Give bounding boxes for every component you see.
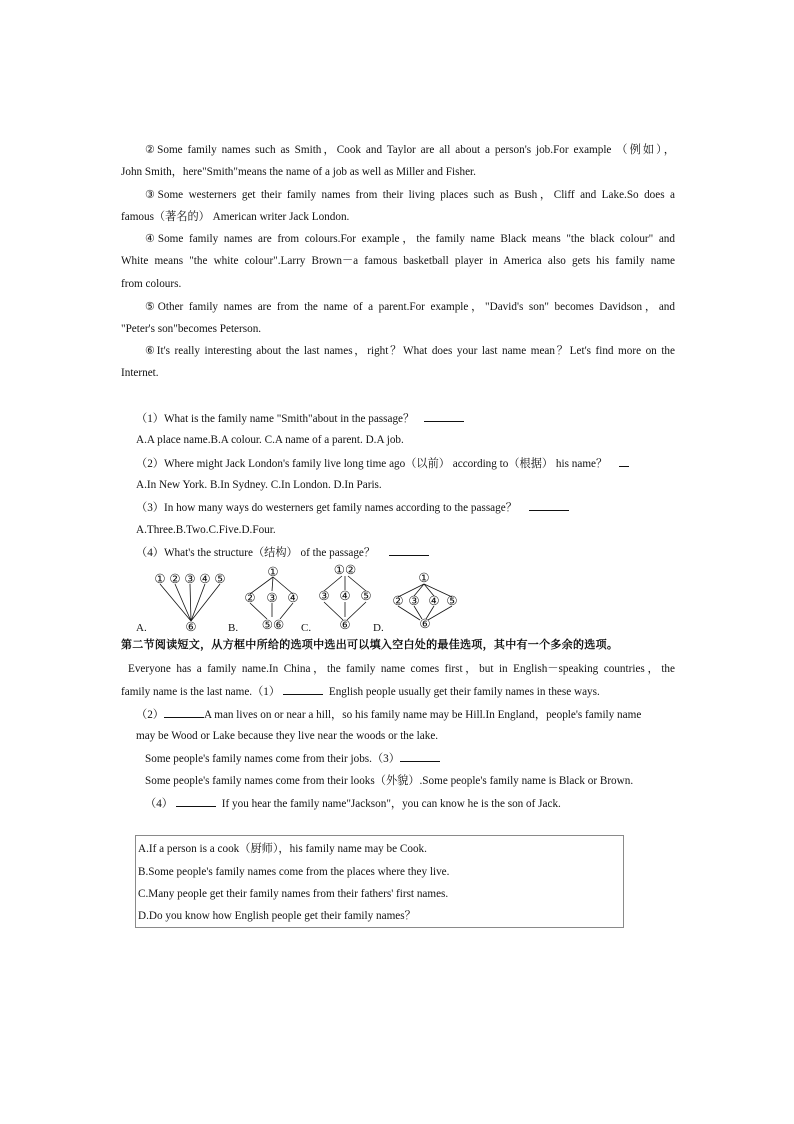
node-b-bottom: ⑤⑥ [261, 618, 285, 632]
section-2-paragraph: may be Wood or Lake because they live near the woods or the lake. [136, 730, 439, 742]
passage-line: ⑤Other family names are from the name of a parent.For example，"David's son" becomes Davidson，and [145, 301, 675, 313]
option-a: A.If a person is a cook（厨师），his family name may be Cook. [138, 843, 427, 855]
node-a-3: ③ [184, 572, 196, 586]
passage-line: ②Some family names such as Smith，Cook and Taylor are all about a person's job.For example （例如）， [145, 144, 675, 156]
option-d: D.Do you know how English people get their family names？ [138, 910, 416, 922]
section-2-paragraph: Some people's family names come from their jobs.（3） [145, 751, 443, 766]
passage-line: ③Some westerners get their family names from their living places such as Bush，Cliff and Lake.So does a [145, 189, 675, 201]
answer-blank-2[interactable] [164, 707, 204, 718]
node-a-5: ⑤ [214, 572, 226, 586]
passage-line: ④Some family names are from colours.For example，the family name Black means "the black colour" and [145, 233, 675, 245]
answer-blank[interactable] [529, 500, 569, 511]
question-3-stem: （3）In how many ways do westerners get family names according to the passage？ [136, 500, 572, 515]
node-c-bottom: ⑥ [339, 618, 351, 632]
node-b-3: ③ [266, 591, 278, 605]
answer-blank[interactable] [619, 456, 629, 467]
passage-line: "Peter's son"becomes Peterson. [121, 323, 262, 335]
section-2-paragraph: Everyone has a family name.In China，the family name comes first，but in English－speaking countries，the [128, 663, 675, 675]
node-a-2: ② [169, 572, 181, 586]
passage-line: John Smith，here"Smith"means the name of a job as well as Miller and Fisher. [121, 166, 476, 178]
choice-c-label: C. [301, 622, 312, 634]
node-d-5: ⑤ [446, 594, 458, 608]
section-2-paragraph: （2） A man lives on or near a hill，so his family name may be Hill.In England，people's family name [136, 709, 642, 721]
node-a-1: ① [154, 572, 166, 586]
option-c: C.Many people get their family names from their fathers' first names. [138, 888, 449, 900]
question-2-stem: （2）Where might Jack London's family live long time ago（以前） according to（根据） his name？ [136, 456, 632, 471]
node-c-5: ⑤ [360, 589, 372, 603]
passage-line: ⑥It's really interesting about the last names，right？What does your last name mean？Let's find more on the [145, 345, 675, 357]
question-1-options: A.A place name.B.A colour. C.A name of a parent. D.A job. [136, 434, 404, 446]
section-2-paragraph: Some people's family names come from their looks（外貌）.Some people's family name is Black or Brown. [145, 775, 634, 787]
passage-line: White means "the white colour".Larry Brown－a famous basketball player in America also gets his family name [121, 255, 675, 267]
passage-line: famous（著名的） American writer Jack London. [121, 211, 350, 223]
question-1-stem: （1）What is the family name "Smith"about in the passage？ [136, 411, 467, 426]
question-2-options: A.In New York. B.In Sydney. C.In London. D.In Paris. [136, 479, 382, 491]
node-d-top: ① [418, 571, 430, 585]
node-c-top: ①② [333, 563, 357, 577]
node-b-2: ② [244, 591, 256, 605]
question-4-stem: （4）What's the structure（结构） of the passage？ [136, 545, 432, 560]
section-2-paragraph: （4） If you hear the family name"Jackson"，you can know he is the son of Jack. [145, 798, 561, 810]
answer-blank[interactable] [389, 545, 429, 556]
node-d-bottom: ⑥ [419, 617, 431, 631]
choice-a-label: A. [136, 622, 147, 634]
structure-diagrams [130, 560, 480, 634]
node-b-top: ① [267, 565, 279, 579]
answer-blank-3[interactable] [400, 751, 440, 762]
node-d-3: ③ [408, 594, 420, 608]
node-c-4: ④ [339, 589, 351, 603]
answer-blank-4[interactable] [176, 796, 216, 807]
node-a-4: ④ [199, 572, 211, 586]
question-3-options: A.Three.B.Two.C.Five.D.Four. [136, 524, 276, 536]
node-a-6: ⑥ [185, 620, 197, 634]
node-d-2: ② [392, 594, 404, 608]
options-box [135, 835, 624, 928]
section-2-title: 第二节阅读短文，从方框中所给的选项中选出可以填入空白处的最佳选项，其中有一个多余的选项。 [121, 638, 619, 651]
node-d-4: ④ [428, 594, 440, 608]
passage-line: from colours. [121, 278, 182, 290]
section-2-paragraph: family name is the last name.（1） English people usually get their family names in these ways. [121, 686, 600, 698]
choice-d-label: D. [373, 622, 384, 634]
node-b-4: ④ [287, 591, 299, 605]
option-b: B.Some people's family names come from the places where they live. [138, 866, 450, 878]
answer-blank-1[interactable] [283, 684, 323, 695]
answer-blank[interactable] [424, 411, 464, 422]
node-c-3: ③ [318, 589, 330, 603]
passage-line: Internet. [121, 367, 159, 379]
choice-b-label: B. [228, 622, 239, 634]
